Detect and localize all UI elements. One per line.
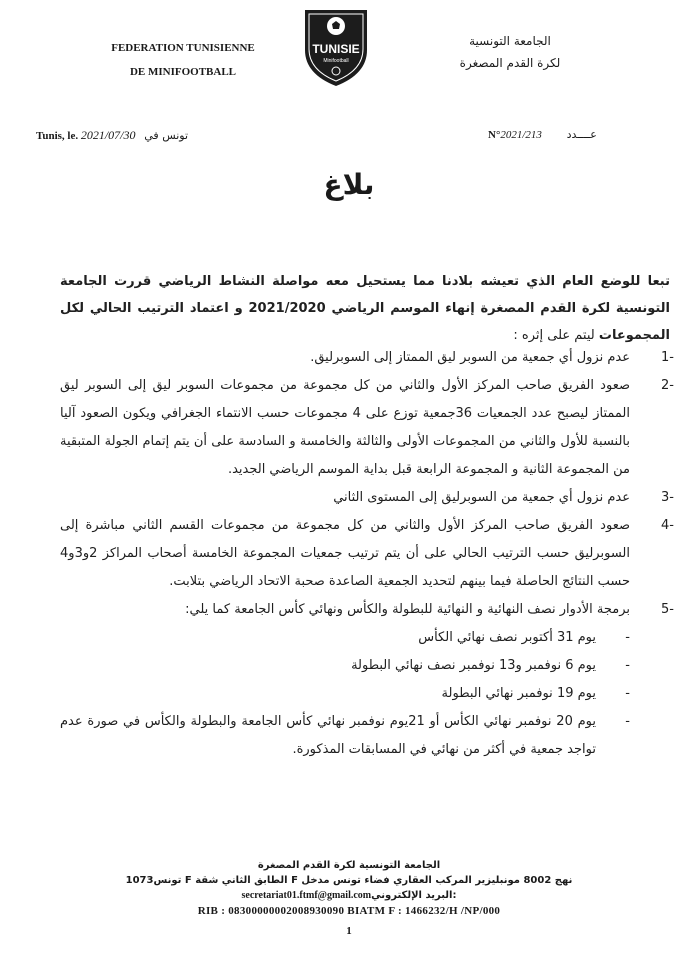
footer-org-arabic: الجامعة التونسية لكرة القدم المصغرة xyxy=(257,860,441,871)
intro-bold-text: تبعا للوضع العام الذي تعيشه بلادنا مما يستحيل معه مواصلة النشاط الرياضي قررت الجامعة التونسية لكرة القدم المصغرة إنهاء الموسم الرياضي 2021/2020 و اعتماد الترتيب الحالي لكل المجموعات xyxy=(60,274,671,343)
list-item xyxy=(60,512,674,596)
footer-email-label: البريد الإلكتروني: xyxy=(371,890,457,901)
org-french-line2: DE MINIFOOTBALL xyxy=(129,66,237,78)
item-text: برمجة الأدوار نصف النهائية و النهائية للبطولة والكأس ونهائي كأس الجامعة كما يلي: xyxy=(185,602,630,617)
item-number: -2 xyxy=(661,378,674,393)
schedule-item xyxy=(60,624,630,652)
intro-paragraph xyxy=(60,268,670,349)
item-number: -3 xyxy=(661,490,674,505)
schedule-dash: - xyxy=(625,686,630,701)
org-arabic-line2: لكرة القدم المصغرة xyxy=(459,56,561,70)
number-label-arabic: عــــدد xyxy=(566,128,597,141)
org-arabic-line1: الجامعة التونسية xyxy=(469,34,551,48)
footer-rib: RIB : 08300000002008930090 BIATM F : 1466232/H /NP/000 xyxy=(197,905,501,917)
footer-email: secretariat01.ftmf@gmail.com xyxy=(241,890,372,901)
item-number: -4 xyxy=(661,518,674,533)
schedule-text: يوم 19 نوفمبر نهائي البطولة xyxy=(441,686,596,701)
page-footer xyxy=(0,858,698,937)
schedule-text: يوم 20 نوفمبر نهائي الكأس أو 21يوم نوفمبر نهائي كأس الجامعة والبطولة والكأس في صورة عدم تواجد جمعية في أكثر من نهائي في المسابقات المذكورة. xyxy=(60,714,597,757)
schedule-dash: - xyxy=(625,630,630,645)
date-label-french: Tunis, le. xyxy=(36,130,79,142)
list-item xyxy=(60,596,674,764)
number-label-french: N° xyxy=(488,129,501,141)
logo-text: TUNISIE xyxy=(312,42,360,56)
schedule-item xyxy=(60,680,630,708)
list-item xyxy=(60,372,674,484)
date-line xyxy=(36,128,188,150)
item-text: صعود الفريق صاحب المركز الأول والثاني من كل مجموعة من مجموعات السوبر ليق إلى السوبر ليق الممتاز ليصبح عدد الجمعيات 36جمعية توزع على 4 مجموعات حسب الانتماء الجغرافي ويكون الصعود آليا بالنسبة للأول والثاني من المجموعات الأولى والثالثة والخامسة و السادسة على أن يتم إتمام الجولة المتبقية من المجموعة الثانية و المجموعة الرابعة قبل بداية الموسم الرياضي الجديد. xyxy=(60,378,630,477)
header-org-french xyxy=(88,36,278,84)
schedule-text: يوم 31 أكتوبر نصف نهائي الكأس xyxy=(418,630,596,645)
schedule-dash: - xyxy=(625,714,630,729)
item-number: -5 xyxy=(661,602,674,617)
date-label-arabic: تونس في xyxy=(144,129,189,142)
decisions-list xyxy=(60,344,674,764)
date-value: 2021/07/30 xyxy=(80,128,136,142)
number-line xyxy=(488,128,597,150)
list-item xyxy=(60,484,674,512)
number-value: 2021/213 xyxy=(500,129,542,141)
intro-normal-text: ليتم على إثره : xyxy=(513,328,599,343)
document-title: بلاغ xyxy=(323,168,375,201)
list-item xyxy=(60,344,674,372)
schedule-item xyxy=(60,652,630,680)
schedule-dash: - xyxy=(625,658,630,673)
header-org-arabic xyxy=(420,30,600,74)
page-number: 1 xyxy=(346,925,352,937)
footer-email-line xyxy=(0,888,698,903)
footer-address: نهج 8002 مونبليزير المركب العقاري فضاء تونس مدخل F الطابق الثاني شقة F تونس1073 xyxy=(125,875,573,886)
org-french-line1: FEDERATION TUNISIENNE xyxy=(111,42,255,54)
schedule-item xyxy=(60,708,630,764)
item-text: صعود الفريق صاحب المركز الأول والثاني من كل مجموعة من مجموعات القسم الثاني مباشرة إلى السوبرليق حسب الترتيب الحالي على أن يتم ترتيب جمعيات المجموعة الخامسة أصحاب المراكز 2و3و4 حسب النتائج الحاصلة فيما بينهم لتحديد الجمعية الصاعدة صحبة الاتحاد الرياضي بتلابت. xyxy=(60,518,630,589)
item-text: عدم نزول أي جمعية من السوبرليق إلى المستوى الثاني xyxy=(333,490,630,505)
item-text: عدم نزول أي جمعية من السوبر ليق الممتاز إلى السوبرليق. xyxy=(310,350,630,365)
schedule-list xyxy=(60,624,630,764)
item-number: -1 xyxy=(661,350,674,365)
schedule-text: يوم 6 نوفمبر و13 نوفمبر نصف نهائي البطولة xyxy=(351,658,596,673)
logo-subtext: Minifootball xyxy=(323,58,349,64)
federation-logo-icon xyxy=(299,6,373,88)
